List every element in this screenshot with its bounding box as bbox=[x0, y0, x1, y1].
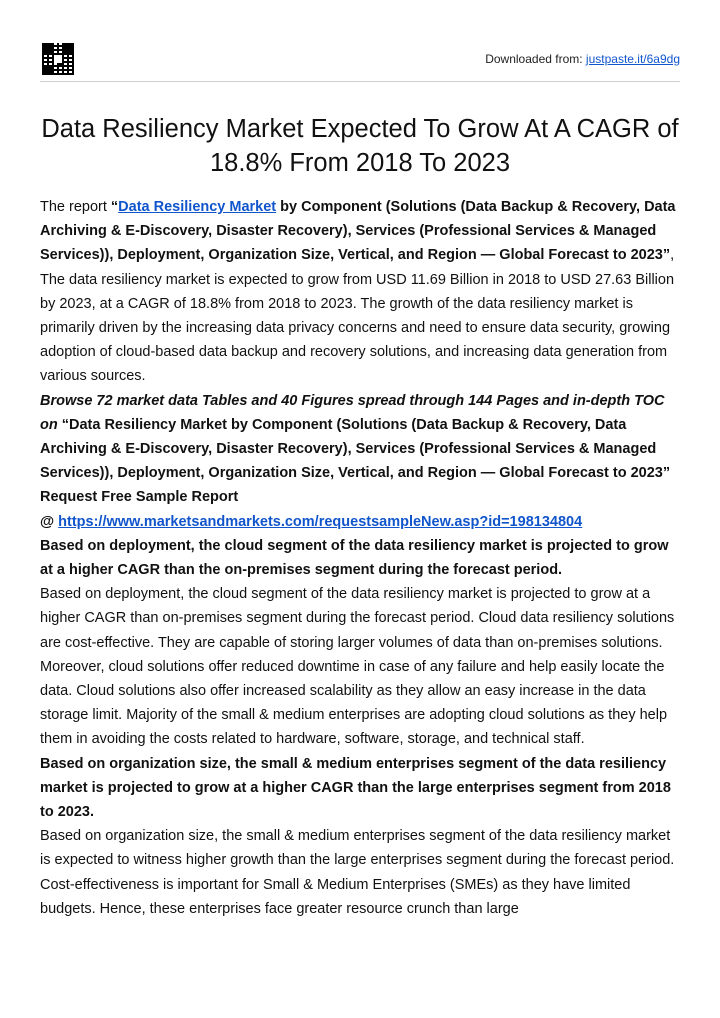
sample-at: @ bbox=[40, 513, 59, 530]
header-divider bbox=[40, 81, 680, 82]
sample-link[interactable]: https://www.marketsandmarkets.com/requestsampleNew.asp?id=198134804 bbox=[58, 513, 583, 530]
intro-open-quote: “ bbox=[110, 199, 119, 215]
org-size-body: Based on organization size, the small & medium enterprises segment of the data resiliency market is expected to witness higher growth than the large enterprises segment during the forecast period. Cost-effectiveness is important for Small & Medium Enterprises (SMEs) as they have limited budgets. Hence, these enterprises face greater resource crunch than large bbox=[40, 828, 675, 917]
browse-paragraph bbox=[40, 389, 682, 486]
source-link[interactable]: justpaste.it/6a9dg bbox=[585, 52, 680, 66]
browse-italic: Browse 72 market data Tables and 40 Figures spread through 144 Pages and in-depth TOC on bbox=[40, 392, 665, 433]
deployment-body: Based on deployment, the cloud segment of the data resiliency market is projected to grow at a higher CAGR than on-premises segment during the forecast period. Cloud data resiliency solutions are cost-effective. They are capable of storing larger volumes of data than on-premises solutions. Moreover, cloud solutions offer reduced downtime in case of any failure and help easily locate the data. Cloud solutions also offer increased scalability as they allow an easy increase in the data storage limit. Majority of the small & medium enterprises are adopting cloud solutions as they help them in avoiding the costs related to hardware, software, storage, and technical staff. bbox=[40, 586, 675, 748]
report-link[interactable]: Data Resiliency Market bbox=[118, 199, 277, 215]
intro-lead: The report bbox=[40, 199, 111, 215]
downloaded-label: Downloaded from: bbox=[485, 52, 586, 66]
sample-line bbox=[40, 510, 682, 534]
deployment-heading: Based on deployment, the cloud segment of the data resiliency market is projected to grow at a higher CAGR than the on-premises segment during the forecast period. bbox=[40, 537, 669, 579]
browse-bold: “Data Resiliency Market by Component (Solutions (Data Backup & Recovery, Data Archiving & E-Discovery, Disaster Recovery), Services (Professional Services & Managed Services)), Deployment, Organization Size, Vertical, and Region — Global Forecast to 2023” bbox=[40, 416, 671, 482]
org-size-heading: Based on organization size, the small & medium enterprises segment of the data resiliency market is projected to grow at a higher CAGR than the large enterprises segment from 2018 to 2023. bbox=[40, 755, 671, 821]
download-source bbox=[485, 52, 680, 66]
intro-rest: , The data resiliency market is expected to grow from USD 11.69 Billion in 2018 to USD 27.63 Billion by 2023, at a CAGR of 18.8% from 2018 to 2023. The growth of the data resiliency market is primarily driven by the increasing data privacy concerns and need to ensure data security, growing adoption of cloud-based data backup and recovery solutions, and increasing data generation from various sources. bbox=[40, 247, 675, 385]
report-title-bold: by Component (Solutions (Data Backup & Recovery, Data Archiving & E-Discovery, Disaster Recovery), Services (Professional Services & Managed Services)), Deployment, Organization Size, Vertical, and Region — Global Forecast to 2023” bbox=[40, 199, 676, 264]
intro-paragraph bbox=[40, 195, 682, 389]
article-body bbox=[40, 195, 682, 921]
page-title: Data Resiliency Market Expected To Grow At A CAGR of 18.8% From 2018 To 2023 bbox=[41, 115, 679, 177]
qr-code-icon bbox=[42, 43, 74, 75]
sample-label: Request Free Sample Report bbox=[40, 489, 239, 506]
